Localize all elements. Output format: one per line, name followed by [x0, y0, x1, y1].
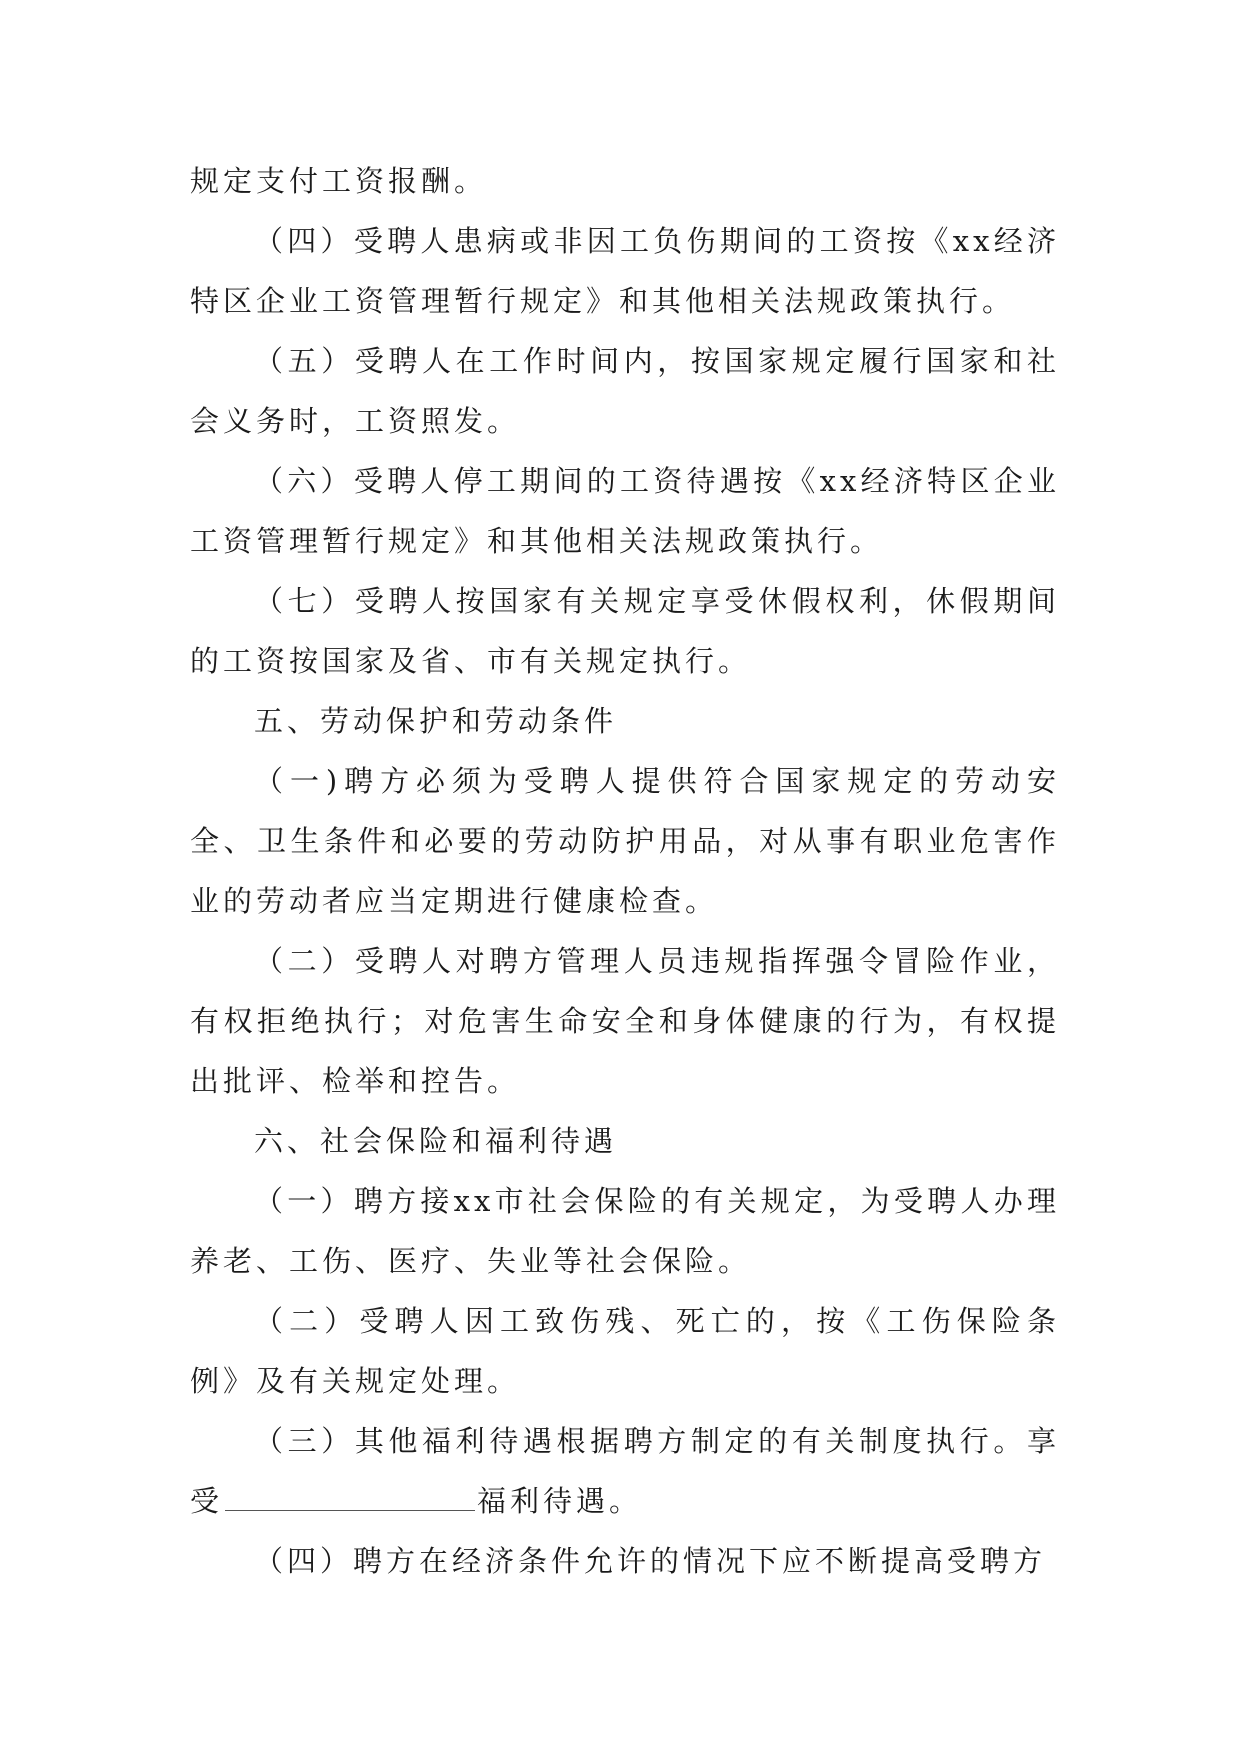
- paragraph-other-benefits-end: 福利待遇。: [477, 1484, 643, 1518]
- paragraph-other-benefits-start: （三）其他福利待遇根据聘方制定的有关制度执行。享受: [190, 1424, 1060, 1518]
- section-heading-labor-protection: 五、劳动保护和劳动条件: [254, 704, 618, 738]
- paragraph-safety-conditions: （一)聘方必须为受聘人提供符合国家规定的劳动安全、卫生条件和必要的劳动防护用品，对从事有职业危害作业的劳动者应当定期进行健康检查。: [190, 764, 1060, 918]
- paragraph-other-benefits: [190, 1411, 1060, 1531]
- paragraph-work-stoppage-wage: （六）受聘人停工期间的工资待遇按《xx经济特区企业工资管理暂行规定》和其他相关法规政策执行。: [190, 464, 1060, 558]
- document-body: [190, 151, 1060, 1591]
- paragraph-vacation-wage: （七）受聘人按国家有关规定享受休假权利，休假期间的工资按国家及省、市有关规定执行。: [190, 584, 1060, 678]
- paragraph-work-injury: （二）受聘人因工致伤残、死亡的，按《工伤保险条例》及有关规定处理。: [190, 1304, 1060, 1398]
- section-heading-social-insurance: 六、社会保险和福利待遇: [254, 1124, 618, 1158]
- paragraph-refuse-risky-work: （二）受聘人对聘方管理人员违规指挥强令冒险作业，有权拒绝执行；对危害生命安全和身体健康的行为，有权提出批评、检举和控告。: [190, 944, 1060, 1098]
- benefits-fill-blank[interactable]: [225, 1476, 475, 1511]
- paragraph-social-insurance: （一）聘方接xx市社会保险的有关规定，为受聘人办理养老、工伤、医疗、失业等社会保险。: [190, 1184, 1060, 1278]
- paragraph-social-duty-wage: （五）受聘人在工作时间内，按国家规定履行国家和社会义务时，工资照发。: [190, 344, 1060, 438]
- paragraph-wage-payment-end: 规定支付工资报酬。: [190, 164, 488, 198]
- paragraph-improve-benefits: （四）聘方在经济条件允许的情况下应不断提高受聘方: [254, 1544, 1047, 1578]
- paragraph-sick-leave-wage: （四）受聘人患病或非因工负伤期间的工资按《xx经济特区企业工资管理暂行规定》和其他相关法规政策执行。: [190, 224, 1060, 318]
